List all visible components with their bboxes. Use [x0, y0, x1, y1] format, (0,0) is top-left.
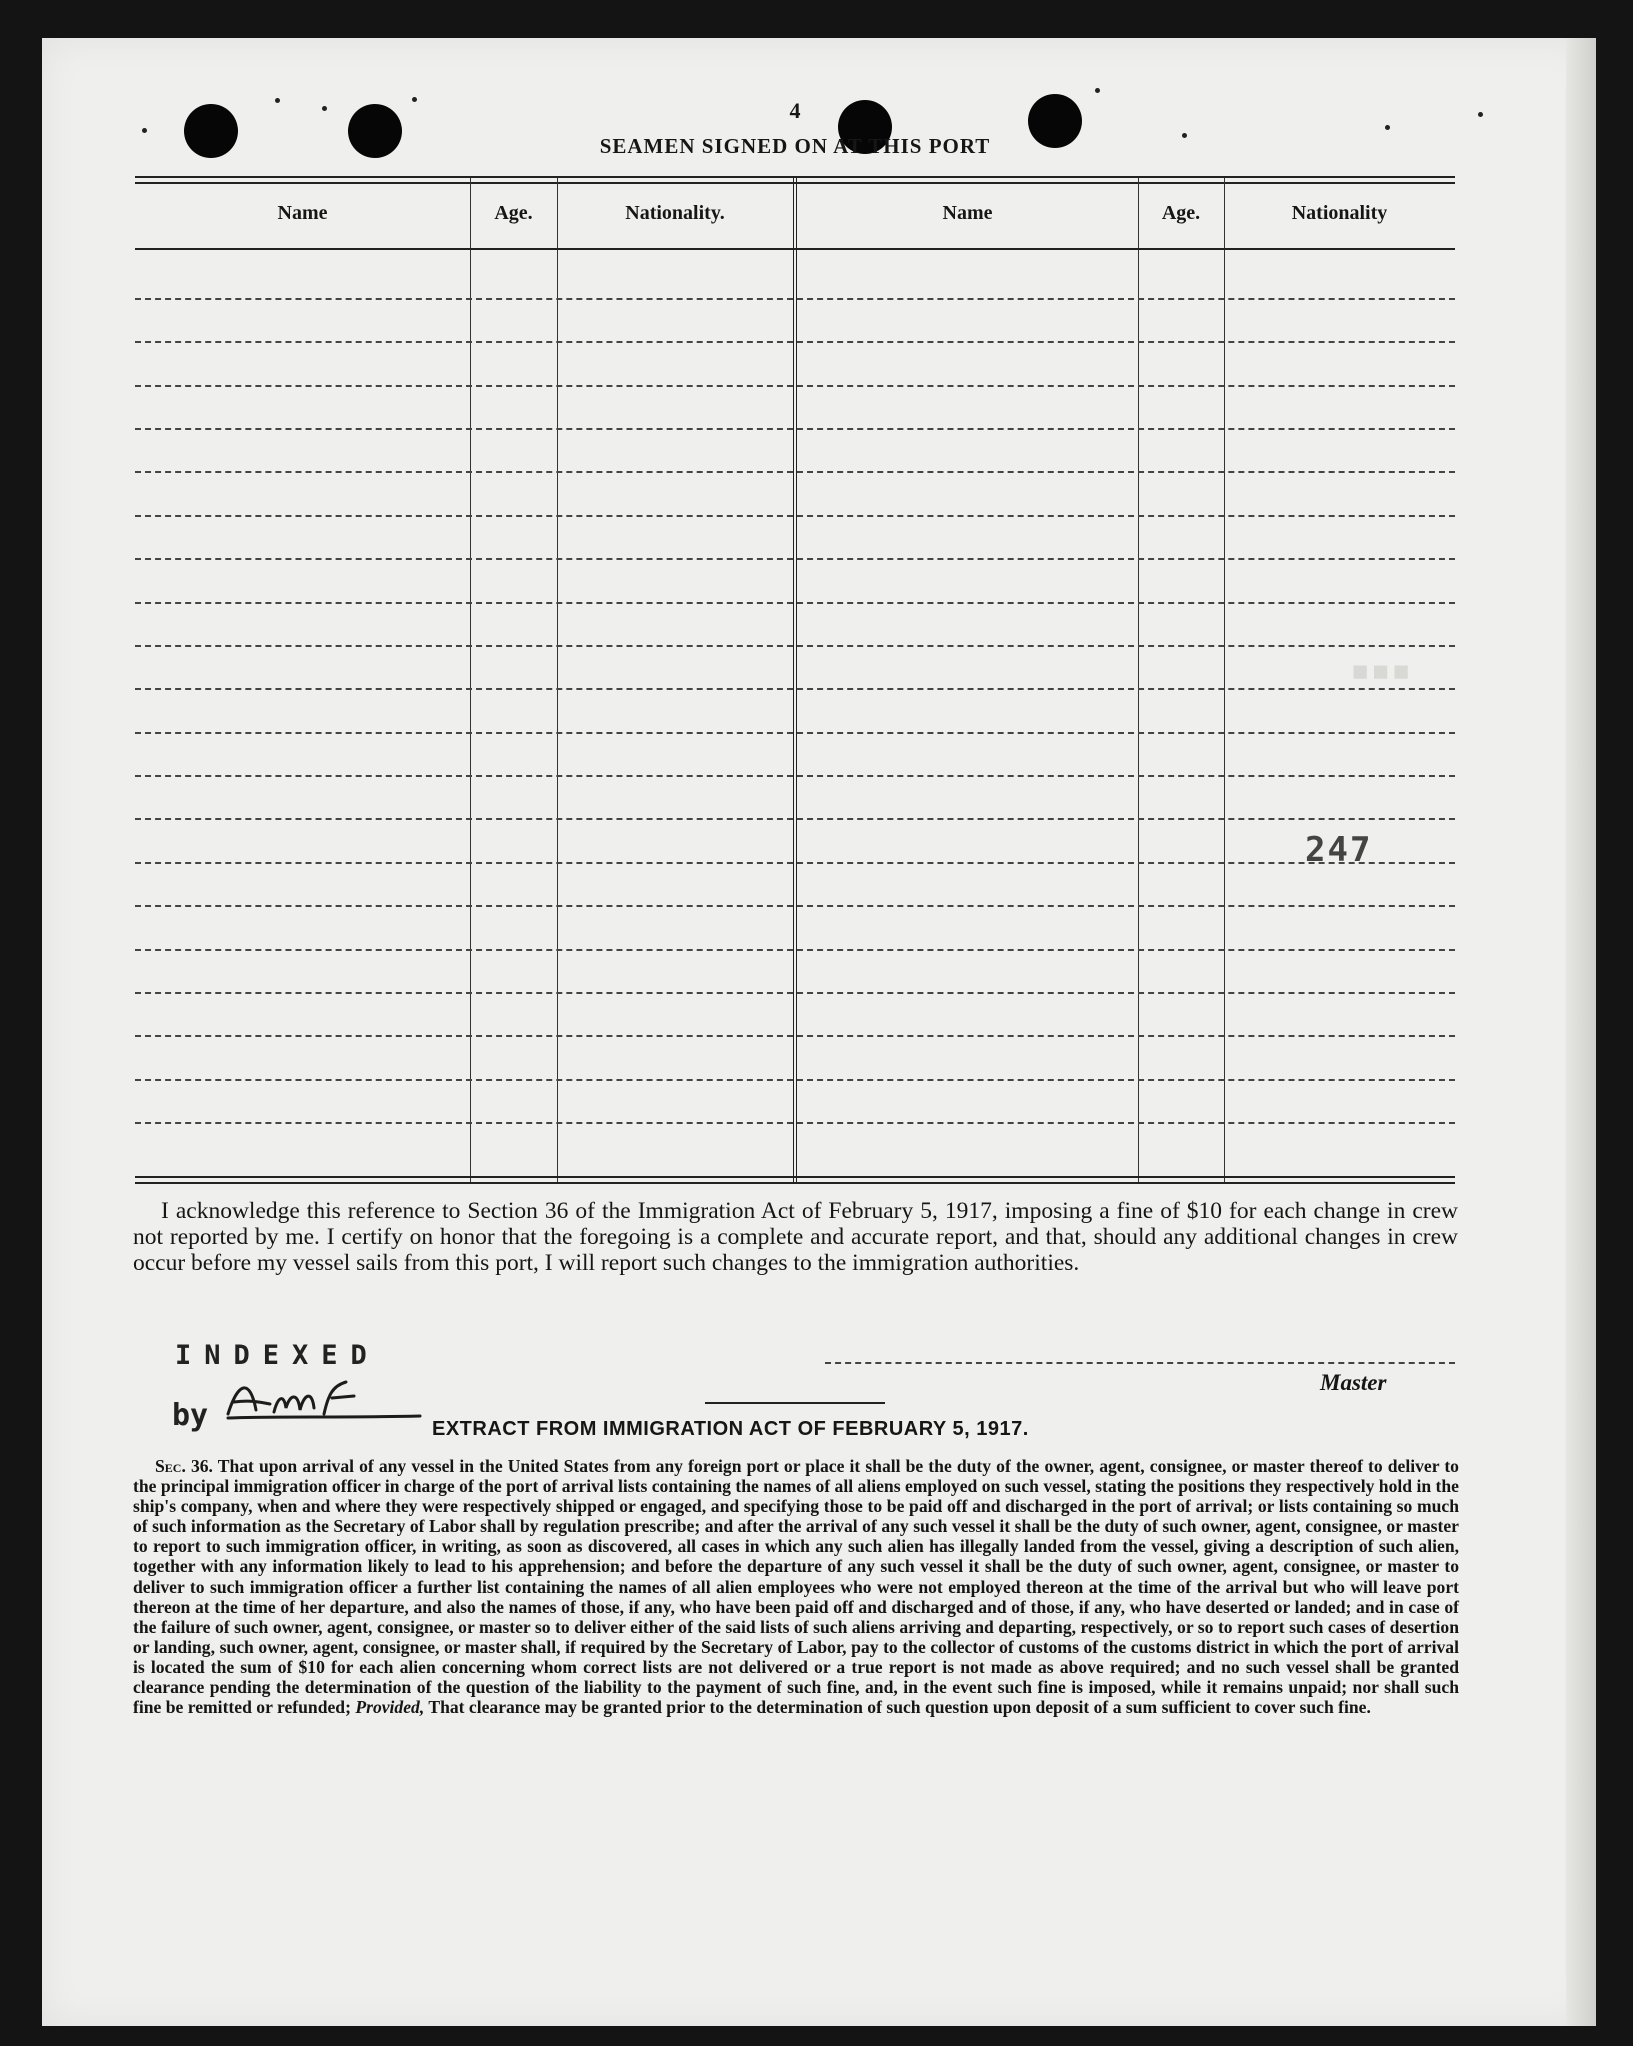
header-nationality-left: Nationality. [625, 202, 725, 224]
indexed-stamp: INDEXED [175, 1340, 380, 1371]
table-row [135, 688, 1455, 690]
table-row [135, 862, 1455, 864]
speck [275, 98, 280, 103]
table-row [135, 1079, 1455, 1081]
speck [1478, 112, 1483, 117]
speck [1182, 133, 1187, 138]
form-title: SEAMEN SIGNED ON AT THIS PORT [599, 134, 991, 158]
table-row [135, 341, 1455, 343]
table-bottom-rule [135, 1176, 1455, 1178]
faint-stamp-mark: ▪▪▪ [1350, 650, 1412, 690]
indexer-signature [220, 1372, 435, 1429]
header-rule [135, 248, 1455, 250]
indexed-by-label: by [172, 1398, 209, 1433]
table-row [135, 645, 1455, 647]
signature-initials-drawing [220, 1372, 435, 1424]
provided-word: Provided, [355, 1697, 425, 1718]
master-signature-line [825, 1362, 1455, 1364]
section-36-text [133, 1456, 1459, 1717]
extract-title: EXTRACT FROM IMMIGRATION ACT OF FEBRUARY 5, 1917. [432, 1418, 1029, 1440]
table-row [135, 385, 1455, 387]
table-row [135, 732, 1455, 734]
table-row [135, 428, 1455, 430]
table-row [135, 602, 1455, 604]
table-row [135, 298, 1455, 300]
page-number: 4 [789, 98, 801, 123]
punch-hole [348, 104, 402, 158]
acknowledgement-paragraph: I acknowledge this reference to Section 36 of the Immigration Act of February 5, 1917, imposing a fine of $10 for each change in crew not reported by me. I certify on honor that the foregoing is a complete and accurate report, and that, should any additional changes in crew occur before my vessel sails from this port, I will report such changes to the immigration authorities. [133, 1198, 1458, 1276]
header-nationality-right: Nationality [1291, 202, 1388, 224]
section-body: That upon arrival of any vessel in the United States from any foreign port or place it shall be the duty of the owner, agent, consignee, or master thereof to deliver to the principal immigration officer in charge of the port of arrival lists containing the names of all aliens employed on such vessel, stating the positions they respectively hold in the ship's company, when and where they were respectively shipped or engaged, and specifying those to be paid off and discharged in the port of arrival; or lists containing so much of such information as the Secretary of Labor shall by regulation prescribe; and after the arrival of any such vessel it shall be the duty of such owner, agent, consignee, or master to report to such immigration officer, in writing, as soon as discovered, all cases in which any such alien has illegally landed from the vessel, giving a description of such alien, together with any information likely to lead to his apprehension; and before the departure of any such vessel it shall be the duty of such owner, agent, consignee, or master to deliver to such immigration officer a further list containing the names of all alien employees who were not employed thereon at the time of the arrival but who will leave port thereon at the time of her departure, and also the names of those, if any, who have been paid off and discharged and of those, if any, who have deserted or landed; and in case of the failure of such owner, agent, consignee, or master so to deliver either of the said lists of such aliens arriving and departing, respectively, or so to report such cases of desertion or landing, such owner, agent, consignee, or master shall, if required by the Secretary of Labor, pay to the collector of customs of the customs district in which the port of arrival is located the sum of $10 for each alien concerning whom correct lists are not delivered or a true report is not made as above required; and no such vessel shall be granted clearance pending the determination of the question of the liability to the payment of such fine, and, in the event such fine is imposed, while it remains unpaid; nor shall such fine be remitted or refunded; [133, 1456, 1459, 1718]
column-divider [470, 178, 471, 1184]
table-row [135, 1122, 1455, 1124]
header-name-left: Name [277, 202, 328, 224]
table-row [135, 471, 1455, 473]
acknowledgement-text [133, 1198, 1458, 1276]
table-row [135, 818, 1455, 820]
header-age-right: Age. [1161, 202, 1201, 224]
table-row [135, 905, 1455, 907]
table-row [135, 992, 1455, 994]
table-bottom-rule [135, 1182, 1455, 1184]
section-body-end: That clearance may be granted prior to the determination of such question upon deposit of a sum sufficient to cover such fine. [428, 1697, 1371, 1718]
speck [1385, 125, 1390, 130]
center-divider [793, 178, 797, 1184]
punch-hole [184, 104, 238, 158]
column-divider [1138, 178, 1139, 1184]
section-label: Sec. 36. [155, 1456, 213, 1476]
crew-table [135, 178, 1455, 1184]
header-age-left: Age. [494, 202, 533, 224]
stamp-number: 247 [1305, 830, 1373, 870]
speck [142, 128, 147, 133]
signature-line [705, 1402, 885, 1404]
speck [1095, 88, 1100, 93]
table-row [135, 558, 1455, 560]
master-label: Master [1320, 1370, 1387, 1395]
table-row [135, 775, 1455, 777]
speck [322, 106, 327, 111]
header-name-right: Name [942, 202, 993, 224]
page-edge [1566, 38, 1596, 2026]
table-row [135, 949, 1455, 951]
table-row [135, 515, 1455, 517]
table-row [135, 1035, 1455, 1037]
speck [412, 97, 417, 102]
section-36-paragraph [133, 1456, 1459, 1717]
column-divider [557, 178, 558, 1184]
column-divider [1224, 178, 1225, 1184]
